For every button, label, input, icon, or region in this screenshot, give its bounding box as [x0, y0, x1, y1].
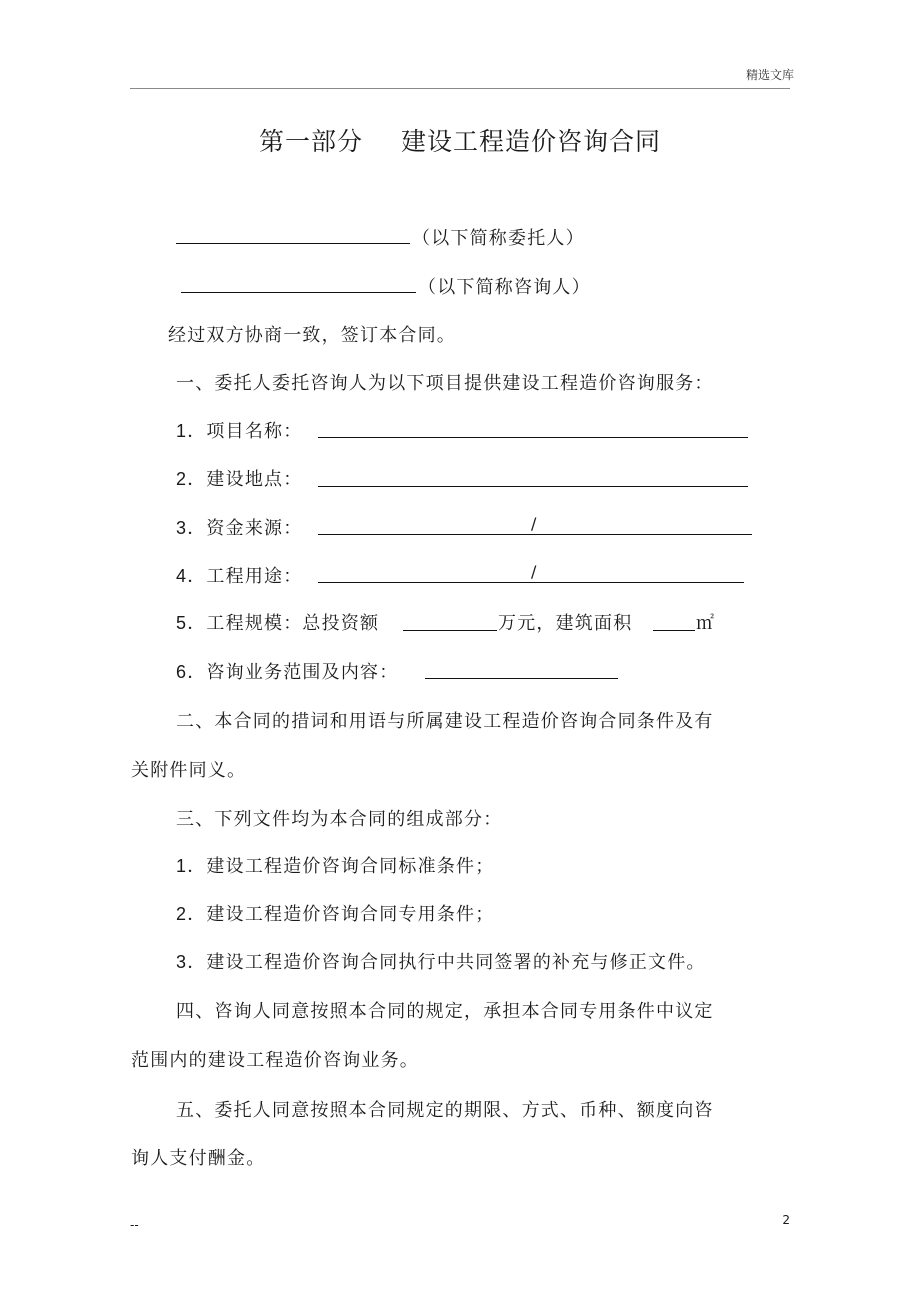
section4-line2: 范围内的建设工程造价咨询业务。	[131, 1050, 419, 1071]
usage-value: /	[531, 562, 537, 581]
section2-line2: 关附件同义。	[131, 760, 247, 781]
item-number: 6．	[176, 662, 207, 682]
item-label: 工程用途：	[206, 566, 303, 587]
item-number: 3．	[176, 518, 207, 538]
title-part: 第一部分	[258, 127, 363, 156]
item-text: 建设工程造价咨询合同标准条件；	[206, 856, 495, 877]
scope-blank	[425, 677, 618, 679]
item-label: 咨询业务范围及内容：	[206, 662, 399, 683]
section5-line1: 五、委托人同意按照本合同规定的期限、方式、币种、额度向咨	[176, 1100, 714, 1121]
header-divider	[130, 88, 790, 89]
item-project-name	[176, 417, 302, 443]
area-unit: ㎡	[696, 613, 716, 634]
section1-heading: 一、委托人委托咨询人为以下项目提供建设工程造价咨询服务：	[176, 373, 714, 394]
scale-unit-area-label: 万元，建筑面积	[498, 613, 633, 634]
consultant-suffix: （以下简称咨询人）	[418, 277, 591, 298]
page-number: 2	[782, 1213, 790, 1227]
location-blank	[318, 485, 748, 487]
item-usage	[176, 562, 302, 588]
item-label: 资金来源：	[206, 518, 303, 539]
funding-blank	[318, 533, 752, 535]
area-blank	[653, 629, 695, 631]
item-scope	[176, 658, 398, 684]
item-text: 建设工程造价咨询合同专用条件；	[206, 904, 495, 925]
intro-text: 经过双方协商一致，签订本合同。	[168, 325, 456, 346]
funding-value: /	[531, 514, 537, 533]
item-number: 4．	[176, 566, 207, 586]
section4-line1: 四、咨询人同意按照本合同的规定，承担本合同专用条件中议定	[176, 1001, 714, 1022]
footer-mark: --	[130, 1218, 139, 1232]
client-suffix: （以下简称委托人）	[412, 228, 585, 249]
item-label: 工程规模：总投资额	[206, 613, 380, 634]
item-funding	[176, 514, 302, 540]
item-number: 3．	[176, 952, 207, 972]
project-name-blank	[318, 436, 748, 438]
item-number: 1．	[176, 856, 207, 876]
consultant-name-blank	[181, 291, 416, 293]
item-scale	[176, 609, 379, 635]
header-label: 精选文库	[745, 68, 794, 82]
item-number: 1．	[176, 421, 207, 441]
document-title	[0, 122, 920, 158]
section3-item	[176, 948, 706, 974]
item-number: 2．	[176, 469, 207, 489]
item-label: 项目名称：	[206, 421, 303, 442]
section3-heading: 三、下列文件均为本合同的组成部分：	[176, 809, 503, 830]
item-number: 5．	[176, 613, 207, 633]
client-name-blank	[176, 242, 410, 244]
usage-blank	[318, 581, 744, 583]
item-location	[176, 465, 302, 491]
section5-line2: 询人支付酬金。	[131, 1148, 266, 1169]
item-text: 建设工程造价咨询合同执行中共同签署的补充与修正文件。	[206, 952, 706, 973]
section3-item	[176, 852, 494, 878]
title-name: 建设工程造价咨询合同	[401, 127, 662, 156]
item-number: 2．	[176, 904, 207, 924]
section3-item	[176, 900, 494, 926]
investment-blank	[403, 629, 497, 631]
item-label: 建设地点：	[206, 469, 303, 490]
section2-line1: 二、本合同的措词和用语与所属建设工程造价咨询合同条件及有	[176, 711, 714, 732]
